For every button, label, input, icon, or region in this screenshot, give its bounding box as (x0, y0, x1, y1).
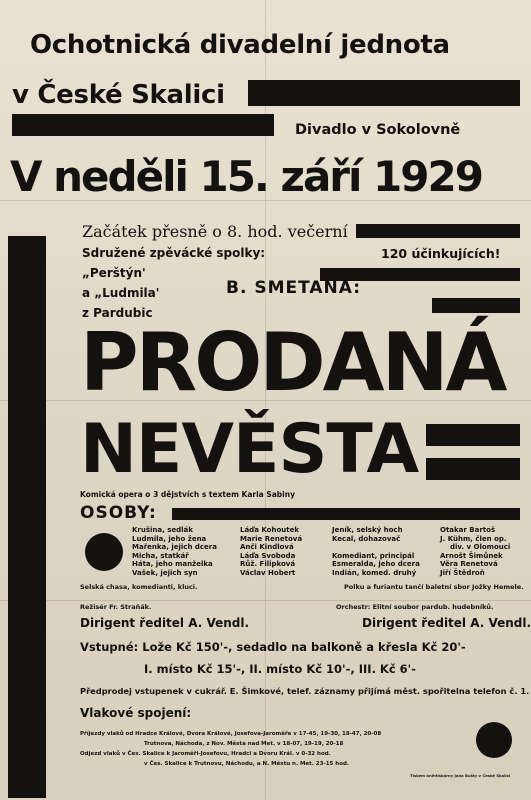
train-heading: Vlakové spojení: (80, 706, 192, 720)
cast-actors-left (240, 526, 302, 578)
black-bar (12, 114, 274, 136)
black-bar (172, 508, 520, 520)
cast-actor: Láďa Svoboda (240, 551, 296, 560)
cast-role: Kecal, dohazovač (332, 534, 401, 543)
performer-count: 120 účinkujících! (381, 246, 501, 261)
cast-roles-right (332, 526, 420, 578)
cast-role: Komediant, principál (332, 551, 415, 560)
director-note: Režisér Fr. Straňák. (80, 603, 152, 611)
cast-role: Jeník, selský hoch (332, 526, 403, 534)
choirs-label: Sdružené zpěvácké spolky: (82, 246, 266, 260)
black-bar (356, 224, 520, 238)
cast-actor: Láďa Kohoutek (240, 526, 299, 534)
cast-role: Háta, jeho manželka (132, 560, 213, 569)
black-bar (426, 458, 520, 480)
cast-role: Vašek, jejich syn (132, 568, 198, 577)
chorus-note: Selská chasa, komedianti, kluci. (80, 583, 198, 591)
cast-role: Esmeralda, jeho dcera (332, 560, 420, 569)
cast-role (332, 543, 420, 552)
town-name: v České Skalici (12, 80, 225, 110)
cast-actors-right (440, 526, 510, 578)
cast-actor: Václav Hobert (240, 568, 296, 577)
orchestra-note: Orchestr: Elitní soubor pardub. hudebníků. (336, 603, 494, 611)
conductor-right: Dirigent ředitel A. Vendl. (362, 616, 531, 630)
cast-role: Mařenka, jejich dcera (132, 543, 217, 552)
train-arrivals-2: Trutnova, Náchoda, z Nov. Města nad Met. v 18-07, 19-19, 20-18 (144, 741, 344, 747)
black-dot (85, 533, 123, 571)
cast-actor: Věra Renetová (440, 560, 498, 569)
choir-name: „Perštýn' (82, 266, 146, 280)
cast-actor: Otakar Bartoš (440, 526, 496, 534)
venue: Divadlo v Sokolovně (295, 122, 461, 138)
presale-note: Předprodej vstupenek v cukrář. E. Šimkové, telef. záznamy přijímá měst. spořitelna telefon č. 1. (80, 686, 530, 696)
opera-title-line2: NEVĚSTA (80, 410, 419, 489)
cast-actor: J. Kühm, člen op. (440, 534, 507, 543)
left-black-bar (8, 236, 46, 798)
cast-actor: div. v Olomouci (450, 543, 511, 552)
choirs-city: z Pardubic (82, 306, 153, 320)
composer: B. SMETANA: (226, 278, 362, 298)
cast-role: Krušina, sedlák (132, 526, 193, 534)
black-dot (476, 722, 512, 758)
cast-actor: Růž. Filipková (240, 560, 296, 569)
cast-heading: OSOBY: (80, 503, 157, 523)
printer-credit: Tiskem knihtiskárny Jana Bušty v České Skalici (410, 773, 511, 778)
black-bar (248, 80, 520, 106)
opera-title-line1: PRODANÁ (80, 316, 505, 409)
cast-role: Indián, komed. druhý (332, 568, 417, 577)
performance-date: V neděli 15. září 1929 (10, 152, 482, 201)
cast-actor: Anči Kindlová (240, 543, 294, 552)
cast-role: Micha, statkář (132, 551, 189, 560)
dance-note: Polku a furiantu tančí baletní sbor Jožky Hemele. (344, 583, 524, 591)
society-name: Ochotnická divadelní jednota (30, 30, 450, 60)
choir-name: a „Ludmila' (82, 286, 160, 300)
train-departures-2: v Čes. Skalice k Trutnovu, Náchodu, a N. Městu n. Met. 23-15 hod. (144, 761, 350, 767)
train-arrivals: Příjezdy vlaků od Hradce Králové, Dvora Králové, Josefova-Jaroměře v 17-45, 19-30, 18-47, 20-08 (80, 731, 382, 737)
cast-actor: Jiří Štědroň (440, 568, 485, 577)
train-departures: Odjezd vlaků v Čes. Skalice k Jaroměři-Josefovu, Hradci a Dvoru Král. v 0-32 hod. (80, 751, 331, 757)
ticket-prices-2: I. místo Kč 15'-, II. místo Kč 10'-, III. Kč 6'- (144, 662, 416, 676)
cast-role: Ludmila, jeho žena (132, 534, 207, 543)
black-bar (432, 298, 520, 313)
cast-roles-left (132, 526, 217, 578)
ticket-prices: Vstupné: Lože Kč 150'-, sedadlo na balkoně a křesla Kč 20'- (80, 640, 466, 654)
cast-actor: Arnošt Šimůnek (440, 551, 503, 560)
conductor-left: Dirigent ředitel A. Vendl. (80, 616, 250, 630)
black-bar (426, 424, 520, 446)
opera-subtitle: Komická opera o 3 dějstvích s textem Karla Sabiny (80, 490, 295, 499)
cast-actor: Marie Renetová (240, 534, 303, 543)
start-time: Začátek přesně o 8. hod. večerní (82, 222, 348, 241)
